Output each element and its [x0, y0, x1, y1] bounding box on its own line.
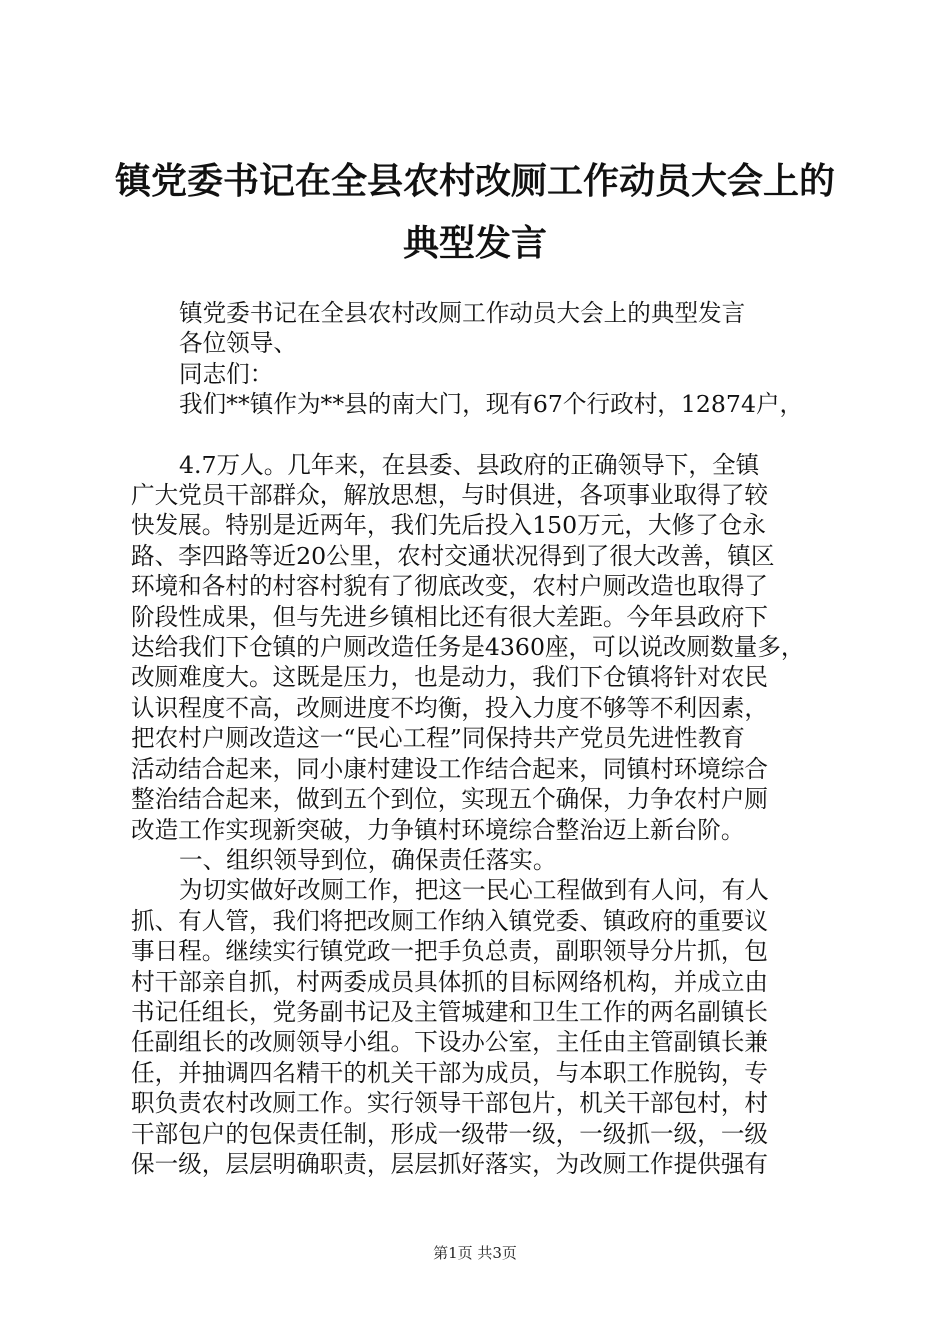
paragraph-line: 我们**镇作为**县的南大门，现有67个行政村，12874户，	[179, 390, 804, 419]
paragraph-line: 村干部亲自抓，村两委成员具体抓的目标网络机构，并成立由	[131, 967, 769, 996]
paragraph-line: 阶段性成果，但与先进乡镇相比还有很大差距。今年县政府下	[131, 602, 769, 631]
salutation-line: 各位领导、	[179, 329, 297, 358]
paragraph-line: 环境和各村的村容村貌有了彻底改变，农村户厕改造也取得了	[131, 572, 769, 601]
paragraph-line: 改造工作实现新突破，力争镇村环境综合整治迈上新台阶。	[131, 815, 745, 844]
salutation-line: 同志们：	[179, 359, 274, 388]
paragraph-line: 4.7万人。几年来，在县委、县政府的正确领导下，全镇	[179, 450, 760, 479]
paragraph-line: 路、李四路等近20公里，农村交通状况得到了很大改善，镇区	[131, 541, 775, 570]
paragraph-line: 抓、有人管，我们将把改厕工作纳入镇党委、镇政府的重要议	[131, 906, 769, 935]
paragraph-line: 书记任组长，党务副书记及主管城建和卫生工作的两名副镇长	[131, 997, 769, 1026]
paragraph-line: 快发展。特别是近两年，我们先后投入150万元，大修了仓永	[131, 511, 766, 540]
paragraph-line: 任，并抽调四名精干的机关干部为成员，与本职工作脱钩，专	[131, 1058, 769, 1087]
paragraph-line: 广大党员干部群众，解放思想，与时俱进，各项事业取得了较	[131, 481, 769, 510]
document-title-line-2: 典型发言	[402, 223, 547, 264]
document-title-line-1: 镇党委书记在全县农村改厕工作动员大会上的	[114, 161, 835, 202]
paragraph-line: 为切实做好改厕工作，把这一民心工程做到有人问，有人	[179, 876, 769, 905]
paragraph-line: 活动结合起来，同小康村建设工作结合起来，同镇村环境综合	[131, 754, 769, 783]
paragraph-line: 整治结合起来，做到五个到位，实现五个确保，力争农村户厕	[131, 785, 769, 814]
paragraph-line: 保一级，层层明确职责，层层抓好落实，为改厕工作提供强有	[131, 1149, 769, 1178]
paragraph-line: 把农村户厕改造这一“民心工程”同保持共产党员先进性教育	[131, 724, 745, 753]
paragraph-line: 达给我们下仓镇的户厕改造任务是4360座，可以说改厕数量多，	[131, 633, 805, 662]
paragraph-line: 职负责农村改厕工作。实行领导干部包片，机关干部包村，村	[131, 1089, 769, 1118]
paragraph-line: 改厕难度大。这既是压力，也是动力，我们下仓镇将针对农民	[131, 663, 769, 692]
paragraph-gap	[131, 420, 831, 450]
page-number-footer: 第1页 共3页	[433, 1244, 517, 1262]
paragraph-line: 任副组长的改厕领导小组。下设办公室，主任由主管副镇长兼	[131, 1028, 769, 1057]
paragraph-line: 认识程度不高，改厕进度不均衡，投入力度不够等不利因素，	[131, 693, 769, 722]
subtitle-line: 镇党委书记在全县农村改厕工作动员大会上的典型发言	[179, 299, 746, 327]
document-body	[131, 298, 831, 1179]
paragraph-line: 干部包户的包保责任制，形成一级带一级，一级抓一级，一级	[131, 1119, 769, 1148]
section-heading: 一、组织领导到位，确保责任落实。	[179, 845, 557, 874]
paragraph-line: 事日程。继续实行镇党政一把手负总责，副职领导分片抓，包	[131, 937, 769, 966]
